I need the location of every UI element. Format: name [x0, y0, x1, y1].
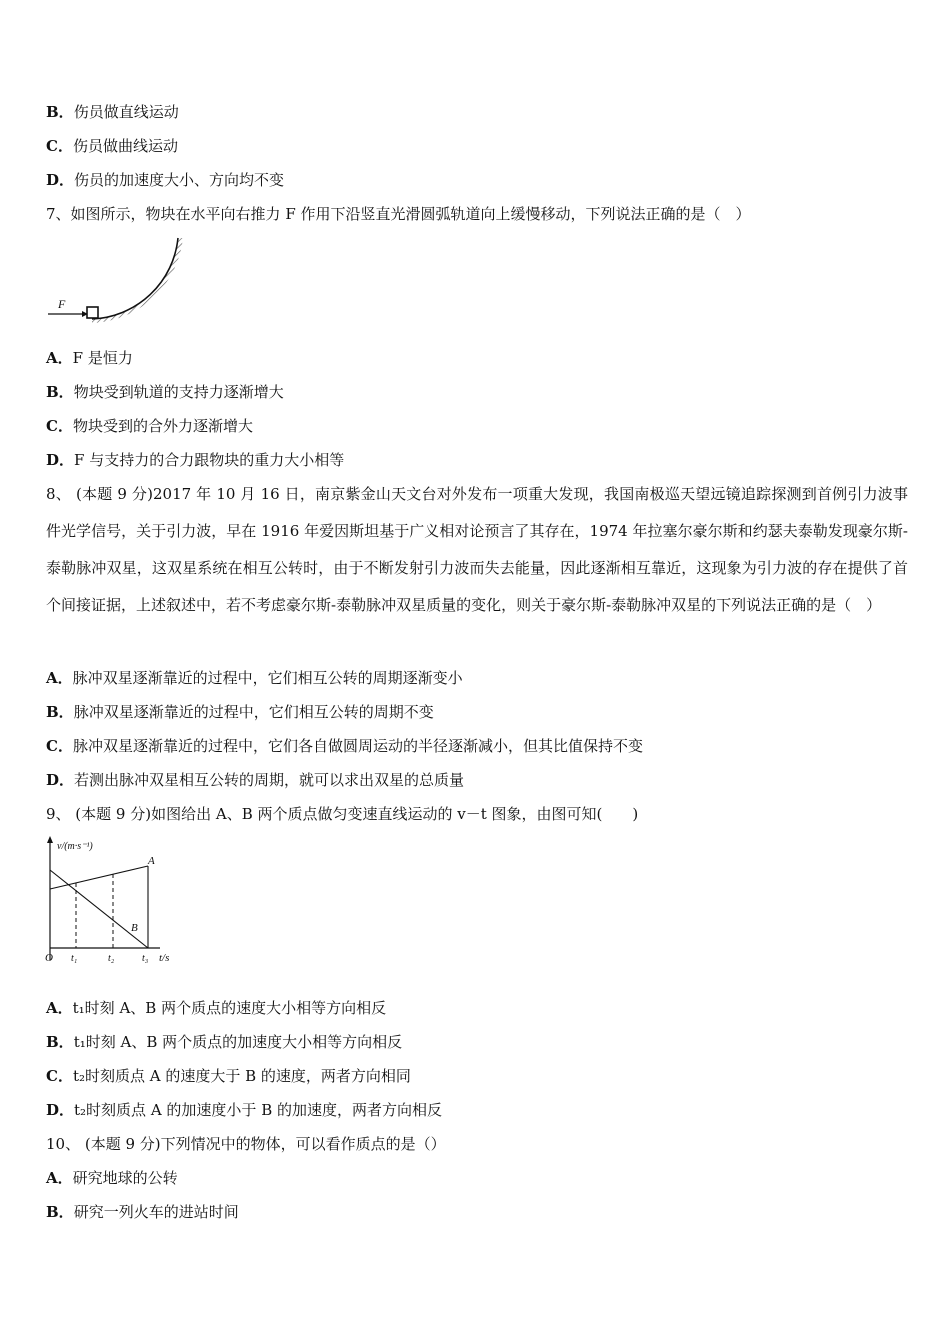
label-b: B [131, 922, 138, 934]
x-axis-label: t/s [159, 952, 170, 964]
q6-option-d: D．伤员的加速度大小、方向均不变 [46, 171, 285, 189]
tick-t3: t₃ [142, 953, 149, 964]
q7-option-c: C．物块受到的合外力逐渐增大 [46, 417, 253, 435]
q9-option-d: D．t₂时刻质点 A 的加速度小于 B 的加速度，两者方向相反 [46, 1101, 442, 1119]
y-axis-label: v/(m·s⁻¹) [57, 841, 93, 852]
label-a: A [148, 855, 155, 867]
q10-option-a: A．研究地球的公转 [46, 1169, 178, 1187]
tick-t2: t₂ [108, 953, 115, 964]
q8-stem: 8、 (本题 9 分)2017 年 10 月 16 日，南京紫金山天文台对外发布一项重大发现，我国南极巡天望远镜追踪探测到首例引力波事件光学信号，关于引力波，早在 1916 年爱因斯坦基于广义相对论预言了其存在，1974 年拉塞尔豪尔斯和约瑟夫泰勒发现豪尔斯-泰勒脉冲双星，这双星系统在相互公转时，由于不断发射引力波而失去能量，因此逐渐相互靠近，这现象为引力波的存在提供了首个间接证据，上述叙述中，若不考虑豪尔斯-泰勒脉冲双星质量的变化，则关于豪尔斯-泰勒脉冲双星的下列说法正确的是（ ） [46, 485, 908, 614]
block [87, 307, 98, 318]
q7-figure [44, 234, 194, 326]
arc-track-hatching [92, 238, 183, 323]
q8-option-c: C．脉冲双星逐渐靠近的过程中，它们各自做圆周运动的半径逐渐减小，但其比值保持不变 [46, 737, 643, 755]
q10-stem: 10、 (本题 9 分)下列情况中的物体，可以看作质点的是（） [46, 1135, 446, 1153]
q6-option-c: C．伤员做曲线运动 [46, 137, 178, 155]
q10-option-b: B．研究一列火车的进站时间 [46, 1203, 239, 1221]
q7-stem: 7、如图所示，物块在水平向右推力 F 作用下沿竖直光滑圆弧轨道向上缓慢移动，下列说法正确的是（ ） [46, 205, 751, 223]
q9-option-b: B．t₁时刻 A、B 两个质点的加速度大小相等方向相反 [46, 1033, 403, 1051]
q8-option-b: B．脉冲双星逐渐靠近的过程中，它们相互公转的周期不变 [46, 703, 434, 721]
q9-vt-graph [42, 834, 187, 969]
q7-option-d: D．F 与支持力的合力跟物块的重力大小相等 [46, 451, 345, 469]
q7-option-b: B．物块受到轨道的支持力逐渐增大 [46, 383, 284, 401]
q9-option-a: A．t₁时刻 A、B 两个质点的速度大小相等方向相反 [46, 999, 387, 1017]
v-axis-arrow [47, 836, 53, 843]
q7-option-a: A．F 是恒力 [46, 349, 133, 367]
q8-option-d: D．若测出脉冲双星相互公转的周期，就可以求出双星的总质量 [46, 771, 465, 789]
force-label: F [58, 297, 66, 311]
tick-t1: t₁ [71, 953, 78, 964]
q8-option-a: A．脉冲双星逐渐靠近的过程中，它们相互公转的周期逐渐变小 [46, 669, 463, 687]
line-a [50, 866, 148, 889]
line-b [50, 870, 148, 948]
q6-option-b: B．伤员做直线运动 [46, 103, 179, 121]
origin-label: O [45, 952, 53, 964]
q9-option-c: C．t₂时刻质点 A 的速度大于 B 的速度，两者方向相同 [46, 1067, 411, 1085]
q9-stem: 9、 (本题 9 分)如图给出 A、B 两个质点做匀变速直线运动的 v－t 图象，由图可知( ) [46, 805, 639, 823]
